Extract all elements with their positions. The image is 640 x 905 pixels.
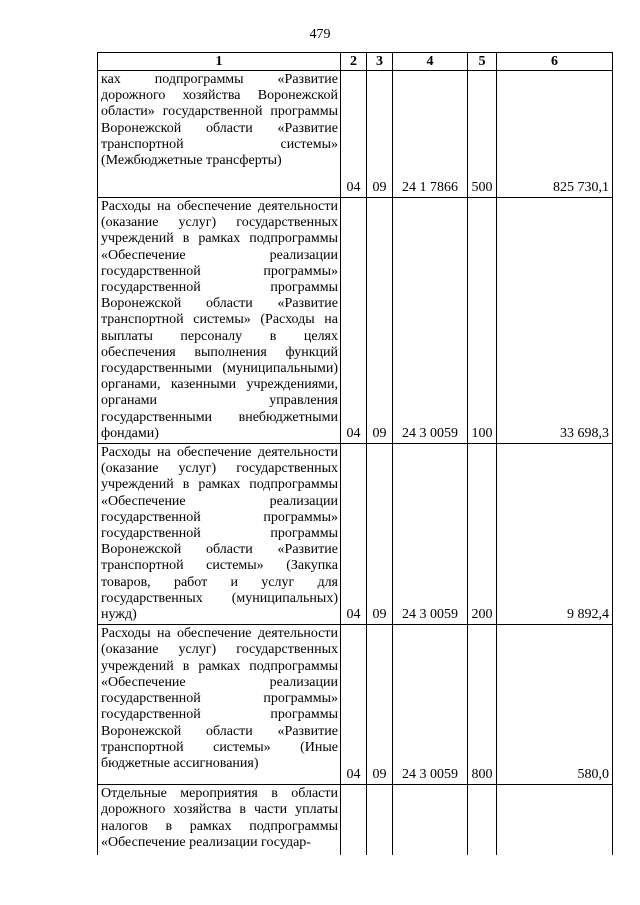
expense-description: Расходы на обеспечение деятельности (оказание услуг) государственных учреждений в рамках подпрограммы «Обеспечение реализации государственной программы» государственной программы Воронежской области «Развитие транспортной системы» (Расходы на выплаты персоналу в целях обеспечения выполнения функций государственными (муниципальными) органами, казенными учреждениями, органами управления государственными внебюджетными фондами) bbox=[98, 198, 341, 444]
table-row bbox=[98, 625, 613, 785]
table-row bbox=[98, 198, 613, 444]
section-code: 04 bbox=[341, 625, 367, 785]
amount-value: 580,0 bbox=[497, 625, 613, 785]
section-code: 04 bbox=[341, 71, 367, 198]
section-code: 04 bbox=[341, 198, 367, 444]
amount-value: 33 698,3 bbox=[497, 198, 613, 444]
expense-description: ках подпрограммы «Развитие дорожного хозяйства Воронежской области» государственной программы Воронежской области «Развитие транспортной системы» (Межбюджетные трансферты) bbox=[98, 71, 341, 198]
column-header: 3 bbox=[367, 53, 393, 71]
column-header: 5 bbox=[468, 53, 497, 71]
expense-type-code bbox=[468, 785, 497, 855]
target-article-code: 24 3 0059 bbox=[393, 444, 468, 625]
target-article-code: 24 3 0059 bbox=[393, 198, 468, 444]
column-header: 6 bbox=[497, 53, 613, 71]
amount-value: 9 892,4 bbox=[497, 444, 613, 625]
budget-table bbox=[97, 52, 613, 855]
table-row bbox=[98, 444, 613, 625]
column-header: 4 bbox=[393, 53, 468, 71]
subsection-code: 09 bbox=[367, 198, 393, 444]
table-row bbox=[98, 785, 613, 855]
expense-type-code: 100 bbox=[468, 198, 497, 444]
section-code bbox=[341, 785, 367, 855]
expense-description: Отдельные мероприятия в области дорожного хозяйства в части уплаты налогов в рамках подпрограммы «Обеспечение реализации государ- bbox=[98, 785, 341, 855]
expense-description: Расходы на обеспечение деятельности (оказание услуг) государственных учреждений в рамках подпрограммы «Обеспечение реализации государственной программы» государственной программы Воронежской области «Развитие транспортной системы» (Закупка товаров, работ и услуг для государственных (муниципальных) нужд) bbox=[98, 444, 341, 625]
amount-value: 825 730,1 bbox=[497, 71, 613, 198]
subsection-code bbox=[367, 785, 393, 855]
subsection-code: 09 bbox=[367, 71, 393, 198]
amount-value bbox=[497, 785, 613, 855]
table-row bbox=[98, 71, 613, 198]
table-header-row bbox=[98, 53, 613, 71]
expense-type-code: 200 bbox=[468, 444, 497, 625]
expense-description: Расходы на обеспечение деятельности (оказание услуг) государственных учреждений в рамках подпрограммы «Обеспечение реализации государственной программы» государственной программы Воронежской области «Развитие транспортной системы» (Иные бюджетные ассигнования) bbox=[98, 625, 341, 785]
page-number: 479 bbox=[309, 27, 331, 42]
target-article-code: 24 1 7866 bbox=[393, 71, 468, 198]
target-article-code bbox=[393, 785, 468, 855]
column-header: 2 bbox=[341, 53, 367, 71]
expense-type-code: 500 bbox=[468, 71, 497, 198]
column-header: 1 bbox=[98, 53, 341, 71]
target-article-code: 24 3 0059 bbox=[393, 625, 468, 785]
section-code: 04 bbox=[341, 444, 367, 625]
expense-type-code: 800 bbox=[468, 625, 497, 785]
subsection-code: 09 bbox=[367, 625, 393, 785]
subsection-code: 09 bbox=[367, 444, 393, 625]
